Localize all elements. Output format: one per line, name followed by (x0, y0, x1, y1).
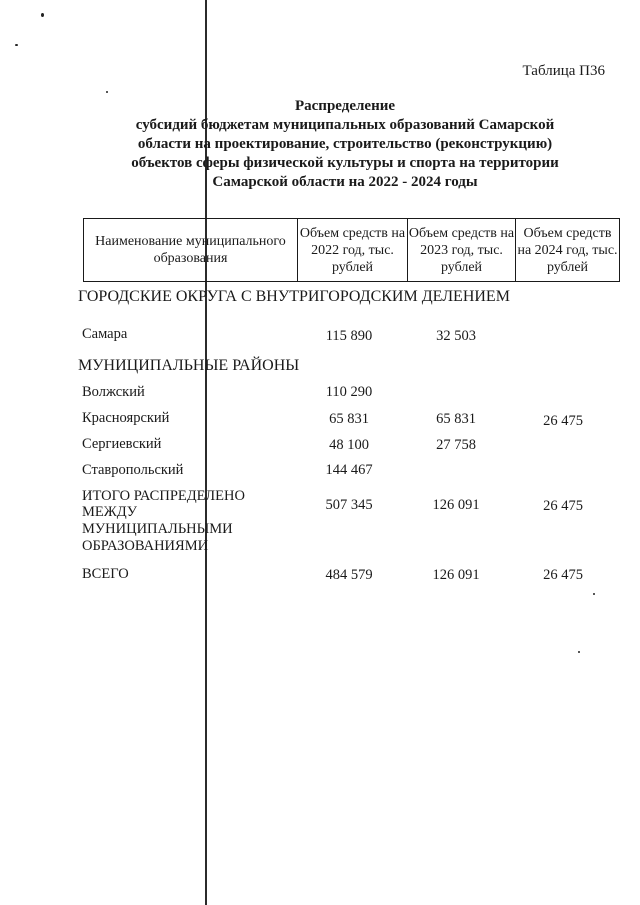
cell-total-distributed-2023: 126 091 (432, 497, 480, 513)
cell-krasnoyarsky-2022: 65 831 (329, 411, 369, 427)
title-line-1: Распределение (294, 98, 396, 114)
header-name: Наименование муниципального образования (95, 234, 286, 266)
cell-grand-total-2022: 484 579 (325, 567, 373, 583)
cell-krasnoyarsky-2024: 26 475 (543, 413, 583, 429)
cell-volzhsky-2022: 110 290 (325, 384, 373, 400)
scan-speck (41, 13, 44, 17)
row-name-total-line-3: МУНИЦИПАЛЬНЫМИ (82, 521, 233, 537)
row-name-sergievsky: Сергиевский (82, 436, 162, 452)
scan-speck (578, 651, 580, 653)
row-name-krasnoyarsky: Красноярский (82, 410, 170, 426)
cell-total-distributed-2022: 507 345 (325, 497, 373, 513)
title-line-5: Самарской области на 2022 - 2024 годы (212, 174, 478, 190)
row-name-volzhsky: Волжский (82, 384, 145, 400)
cell-sergievsky-2022: 48 100 (329, 437, 369, 453)
row-name-total-line-2: МЕЖДУ (82, 504, 138, 520)
cell-grand-total-2023: 126 091 (432, 567, 480, 583)
cell-samara-2022: 115 890 (325, 328, 373, 344)
section-title-municipal-districts: МУНИЦИПАЛЬНЫЕ РАЙОНЫ (78, 357, 300, 374)
cell-total-distributed-2024: 26 475 (543, 498, 583, 514)
cell-stavropolsky-2022: 144 467 (325, 462, 373, 478)
title-line-4: объектов сферы физической культуры и спорта на территории (131, 155, 559, 171)
header-2022: Объем средств на 2022 год, тыс. рублей (299, 225, 406, 275)
cell-samara-2023: 32 503 (436, 328, 476, 344)
title-line-2: субсидий бюджетам муниципальных образований Самарской (135, 117, 555, 133)
scan-speck (15, 44, 18, 46)
row-name-total-line-4: ОБРАЗОВАНИЯМИ (82, 538, 209, 554)
scan-speck (106, 91, 108, 93)
row-name-total-line-1: ИТОГО РАСПРЕДЕЛЕНО (82, 488, 245, 504)
header-2024: Объем средств на 2024 год, тыс. рублей (517, 225, 618, 275)
row-name-grand-total: ВСЕГО (82, 566, 129, 582)
cell-sergievsky-2023: 27 758 (436, 437, 476, 453)
row-name-samara: Самара (82, 326, 128, 342)
row-name-stavropolsky: Ставропольский (82, 462, 184, 478)
scan-speck (593, 593, 595, 595)
table-header (83, 218, 620, 282)
title-line-3: области на проектирование, строительство (реконструкцию) (137, 136, 553, 152)
header-2023: Объем средств на 2023 год, тыс. рублей (408, 225, 515, 275)
section-title-urban-districts: ГОРОДСКИЕ ОКРУГА С ВНУТРИГОРОДСКИМ ДЕЛЕНИЕМ (78, 288, 510, 305)
table-number-label: Таблица П36 (522, 63, 605, 79)
cell-grand-total-2024: 26 475 (543, 567, 583, 583)
cell-krasnoyarsky-2023: 65 831 (436, 411, 476, 427)
